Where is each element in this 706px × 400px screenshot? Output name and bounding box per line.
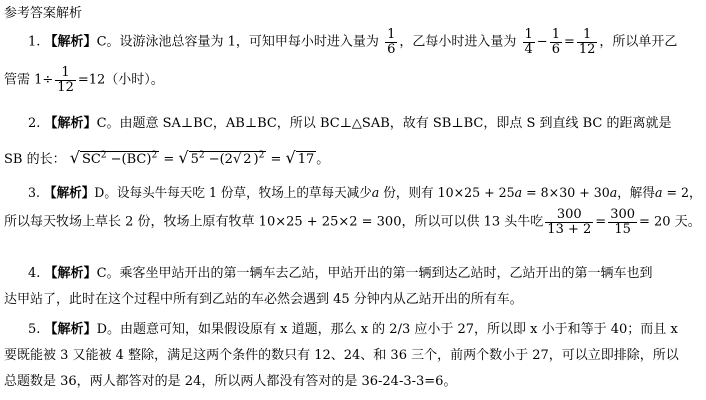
item-number: 1. xyxy=(28,34,41,50)
radical-3: 17 xyxy=(297,152,315,167)
item-number: 4. xyxy=(28,266,41,281)
item-2-line-2: SB 的长： √ $SC^2 -(BC)^2$ = √ $5^2 -(2√$ 2 )$^2$ = √ 17 。 xyxy=(4,148,330,167)
fraction: $\frac{300}{15}$ xyxy=(610,207,636,237)
fraction: $\frac{1}{6}$ xyxy=(551,27,560,57)
radical-2: $5^2 -(2√$ 2 )$^2$ xyxy=(190,150,265,167)
item-4-line-1: 4. 【解析】C。乘客坐甲站开出的第一辆车去乙站，甲站开出的第一辆到达乙站时，乙站开出的第一辆车也到 xyxy=(28,266,653,281)
fraction: $\frac{1}{12}$ xyxy=(578,27,596,57)
fraction: $\frac{300}{13 + 2}$ xyxy=(547,207,592,237)
item-1-line-1: 1. 【解析】C。设游泳池总容量为 1，可知甲每小时进入量为 $\frac{1}{6}$ ，乙每小时进入量为 $\frac{1}{4}$ − $\frac{1}{6}$ = $\frac{1}{12}$ ，所以单开乙 xyxy=(28,27,678,57)
item-5-line-3: 总题数是 36，两人都答对的是 24，所以两人都没有答对的是 36-24-3-3=6。 xyxy=(4,374,457,389)
item-number: 2. xyxy=(28,116,41,131)
radical-sign: √ xyxy=(178,148,189,167)
analysis-tag: 【解析】 xyxy=(44,266,97,281)
analysis-tag: 【解析】 xyxy=(44,116,97,131)
item-number: 3. xyxy=(28,186,40,201)
analysis-tag: 【解析】 xyxy=(44,34,97,50)
analysis-tag: 【解析】 xyxy=(44,186,95,201)
fraction: $\frac{1}{12}$ xyxy=(57,65,74,95)
fraction: $\frac{1}{6}$ xyxy=(387,27,396,57)
item-number: 5. xyxy=(28,322,41,337)
item-3-line-1: 3. 【解析】D。设每头牛每天吃 1 份草，牧场上的草每天减少a 份，则有 10×25 + 25a = 8×30 + 30a，解得a = 2， xyxy=(28,186,702,201)
item-5-line-1: 5. 【解析】D。由题意可知，如果假设原有 x 道题，那么 x 的 2/3 应小于 27，所以即 x 小于和等于 40；而且 x xyxy=(28,322,678,337)
item-2-line-1: 2. 【解析】C。由题意 SA⊥BC，AB⊥BC，所以 BC⊥△SAB，故有 SB⊥BC，即点 S 到直线 BC 的距离就是 xyxy=(28,116,672,131)
item-1-line-2: 管需 1÷ $\frac{1}{12}$ =12（小时）。 xyxy=(4,65,164,95)
radical-sign: √ xyxy=(69,148,80,167)
analysis-tag: 【解析】 xyxy=(44,322,97,337)
page-title: 参考答案解析 xyxy=(4,6,83,21)
item-5-line-2: 要既能被 3 又能被 4 整除，满足这两个条件的数只有 12、24、和 36 三个，前两个数小于 27，可以立即排除，所以 xyxy=(4,348,679,363)
item-3-line-2: 所以每天牧场上草长 2 份，牧场上原有牧草 10×25 + 25×2 = 300，所以可以供 13 头牛吃 $\frac{300}{13 + 2}$ = $\frac{300}{15}$ = 20 天。 xyxy=(4,207,701,237)
item-4-line-2: 达甲站了，此时在这个过程中所有到乙站的车必然会遇到 45 分钟内从乙站开出的所有车。 xyxy=(4,292,523,307)
fraction: $\frac{1}{4}$ xyxy=(524,27,533,57)
radical-sign: √ xyxy=(285,148,296,167)
radical-1: $SC^2 -(BC)^2$ xyxy=(81,150,158,167)
